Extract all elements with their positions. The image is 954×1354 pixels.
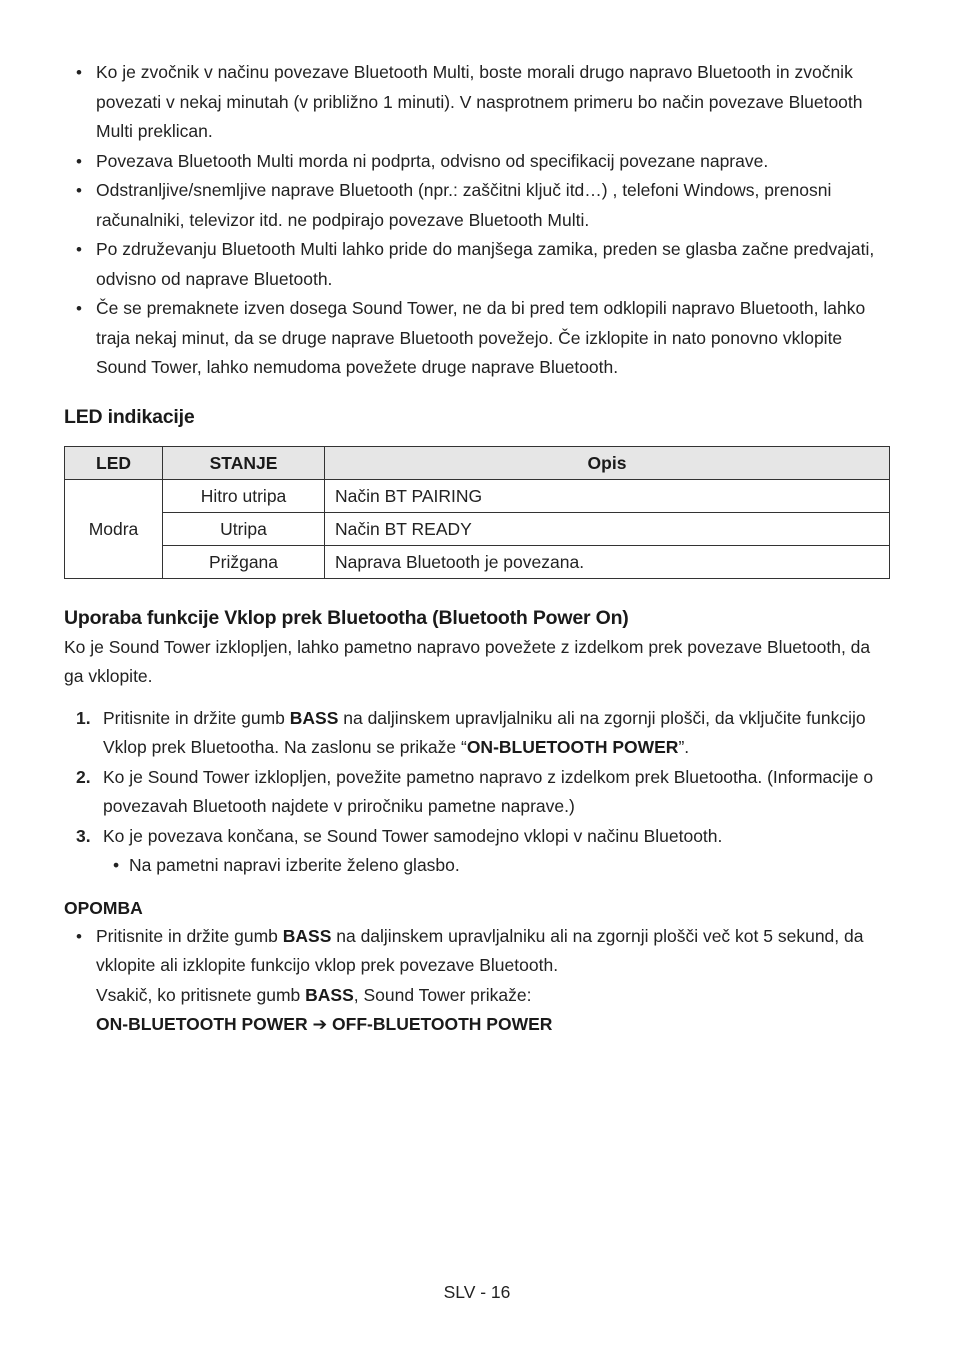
bass-button-label: BASS [305, 984, 354, 1005]
column-header-led: LED [65, 446, 163, 479]
note-text: Pritisnite in držite gumb [96, 925, 283, 946]
list-item: • Ko je zvočnik v načinu povezave Bluetooth Multi, boste morali drugo napravo Bluetooth in zvočnik povezati v nekaj minutah (v približno 1 minuti). V nasprotnem primeru bo način povezave Bluetooth Multi preklican. [64, 58, 890, 147]
list-item: • Če se premaknete izven dosega Sound Tower, ne da bi pred tem odklopili napravo Bluetooth, lahko traja nekaj minut, da se druge naprave Bluetooth povežejo. Če izklopite in nato ponovno vklopite Sound Tower, lahko nemudoma povežete druge naprave Bluetooth. [64, 294, 890, 383]
table-row [65, 512, 890, 545]
bass-button-label: BASS [289, 707, 339, 728]
table-row [65, 479, 890, 512]
display-message-off: OFF-BLUETOOTH POWER [332, 1014, 553, 1034]
state-cell: Hitro utripa [163, 479, 325, 512]
list-item: • Po združevanju Bluetooth Multi lahko pride do manjšega zamika, preden se glasba začne predvajati, odvisno od naprave Bluetooth. [64, 235, 890, 294]
table-header-row [65, 446, 890, 479]
step-text: na daljinskem upravljalniku ali na zgornji plošči, da vključite funkcijo Vklop prek Bluetootha. Na zaslonu se prikaže “ [103, 707, 866, 757]
step-text: Pritisnite in držite gumb [103, 707, 290, 728]
step-number: 3. [76, 825, 91, 846]
display-message: ON-BLUETOOTH POWER [466, 737, 679, 757]
state-cell: Prižgana [163, 545, 325, 578]
list-item: • Povezava Bluetooth Multi morda ni podprta, odvisno od specifikacij povezane naprave. [64, 147, 890, 177]
note-bullet-list [64, 922, 890, 1040]
step-text: Ko je Sound Tower izklopljen, povežite pametno napravo z izdelkom prek Bluetootha. (Informacije o povezavah Bluetooth najdete v priročniku pametne naprave.) [103, 766, 874, 816]
page-number: SLV - 16 [443, 1282, 511, 1302]
bass-button-label: BASS [282, 925, 332, 946]
power-on-section-heading: Uporaba funkcije Vklop prek Bluetootha (Bluetooth Power On) [64, 606, 629, 629]
sub-bullet-list [103, 851, 890, 881]
state-cell: Utripa [163, 512, 325, 545]
arrow-icon: ➔ [312, 1014, 328, 1034]
table-row [65, 545, 890, 578]
power-on-intro: Ko je Sound Tower izklopljen, lahko pametno napravo povežete z izdelkom prek povezave Bluetooth, da ga vklopite. [64, 636, 871, 686]
note-text: Vsakič, ko pritisnete gumb [96, 984, 306, 1005]
column-header-state: STANJE [163, 446, 325, 479]
display-message-on: ON-BLUETOOTH POWER [96, 1014, 308, 1034]
step-item [64, 704, 890, 763]
note-text: , Sound Tower prikaže: [353, 984, 532, 1005]
note-text: na daljinskem upravljalniku ali na zgornji plošči več kot 5 sekund, da vklopite ali izklopite funkcijo vklop prek povezave Bluetooth. [96, 925, 864, 975]
top-bullet-list [64, 58, 890, 383]
step-text: ”. [678, 737, 690, 757]
description-cell: Način BT READY [325, 512, 890, 545]
column-header-description: Opis [325, 446, 890, 479]
list-item: • Odstranljive/snemljive naprave Bluetooth (npr.: zaščitni ključ itd…) , telefoni Windows, prenosni računalniki, televizor itd. ne podpirajo povezave Bluetooth Multi. [64, 176, 890, 235]
steps-list [64, 704, 890, 881]
step-number: 1. [76, 707, 91, 728]
led-section-heading: LED indikacije [64, 405, 195, 428]
note-heading: OPOMBA [64, 897, 143, 918]
step-number: 2. [76, 766, 91, 787]
list-item: • Na pametni napravi izberite želeno glasbo. [103, 851, 890, 881]
step-text: Ko je povezava končana, se Sound Tower samodejno vklopi v načinu Bluetooth. [103, 825, 723, 846]
page-content [64, 58, 890, 1040]
description-cell: Naprava Bluetooth je povezana. [325, 545, 890, 578]
led-table [64, 446, 890, 579]
step-item [64, 822, 890, 881]
led-color-cell: Modra [65, 479, 163, 578]
list-item [64, 922, 890, 1040]
description-cell: Način BT PAIRING [325, 479, 890, 512]
step-item [64, 763, 890, 822]
